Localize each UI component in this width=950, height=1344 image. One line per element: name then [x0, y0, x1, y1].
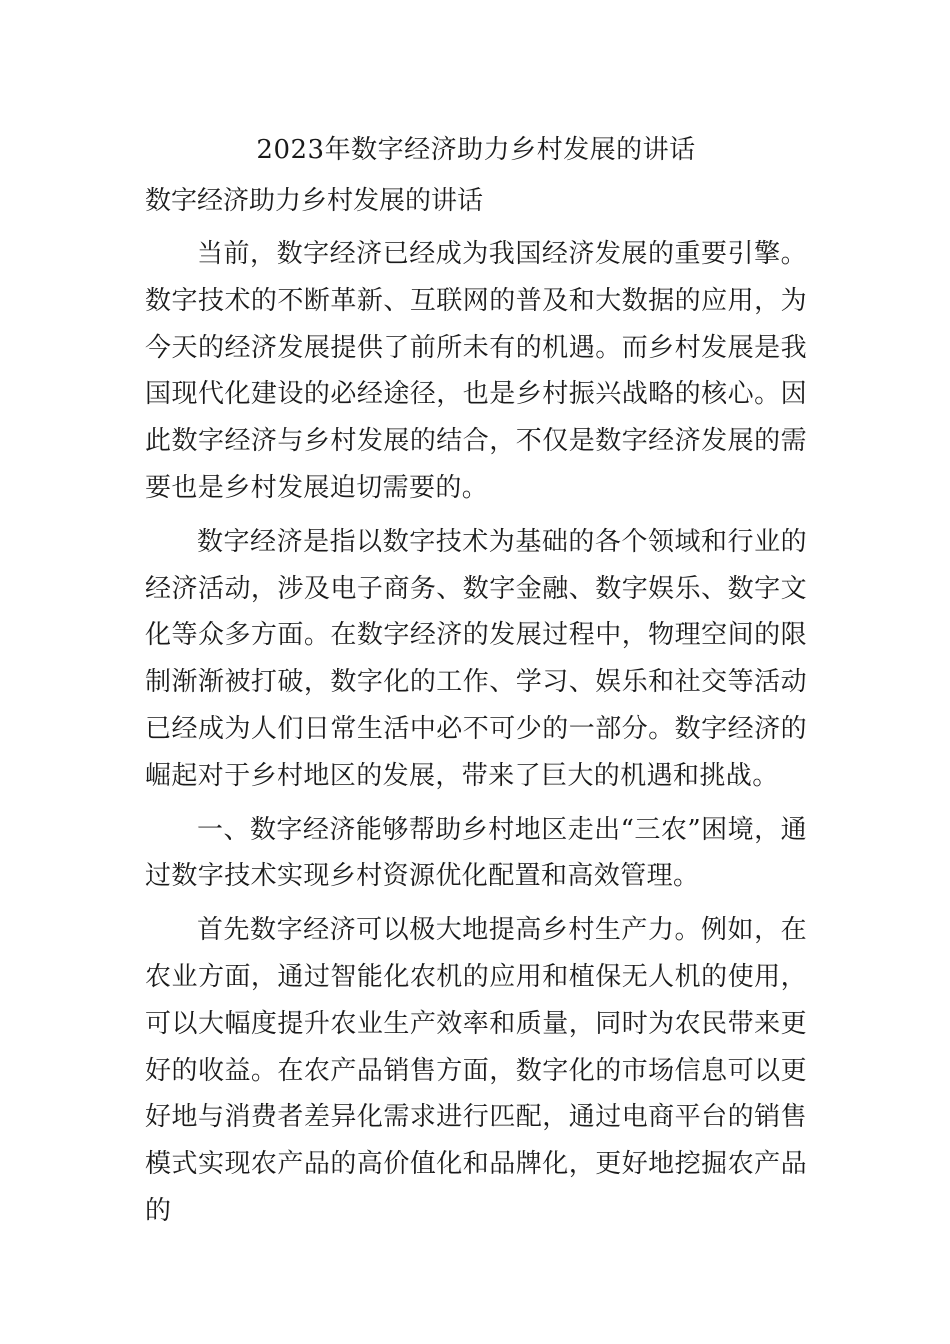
paragraph-4: 首先数字经济可以极大地提高乡村生产力。例如，在农业方面，通过智能化农机的应用和植保无人机的使用，可以大幅度提升农业生产效率和质量，同时为农民带来更好的收益。在农产品销售方面，数字化的市场信息可以更好地与消费者差异化需求进行匹配，通过电商平台的销售模式实现农产品的高价值化和品牌化，更好地挖掘农产品的 [145, 915, 807, 1226]
paragraph-2: 数字经济是指以数字技术为基础的各个领域和行业的经济活动，涉及电子商务、数字金融、数字娱乐、数字文化等众多方面。在数字经济的发展过程中，物理空间的限制渐渐被打破，数字化的工作、学习、娱乐和社交等活动已经成为人们日常生活中必不可少的一部分。数字经济的崛起对于乡村地区的发展，带来了巨大的机遇和挑战。 [145, 526, 807, 791]
paragraph-3: 一、数字经济能够帮助乡村地区走出“三农”困境，通过数字技术实现乡村资源优化配置和高效管理。 [145, 814, 807, 892]
document-title: 2023年数字经济助力乡村发展的讲话 [256, 135, 696, 165]
document-subtitle: 数字经济助力乡村发展的讲话 [145, 186, 484, 216]
document-page [145, 128, 807, 1235]
paragraph-1: 当前，数字经济已经成为我国经济发展的重要引擎。数字技术的不断革新、互联网的普及和大数据的应用，为今天的经济发展提供了前所未有的机遇。而乡村发展是我国现代化建设的必经途径，也是乡村振兴战略的核心。因此数字经济与乡村发展的结合，不仅是数字经济发展的需要也是乡村发展迫切需要的。 [145, 239, 807, 503]
